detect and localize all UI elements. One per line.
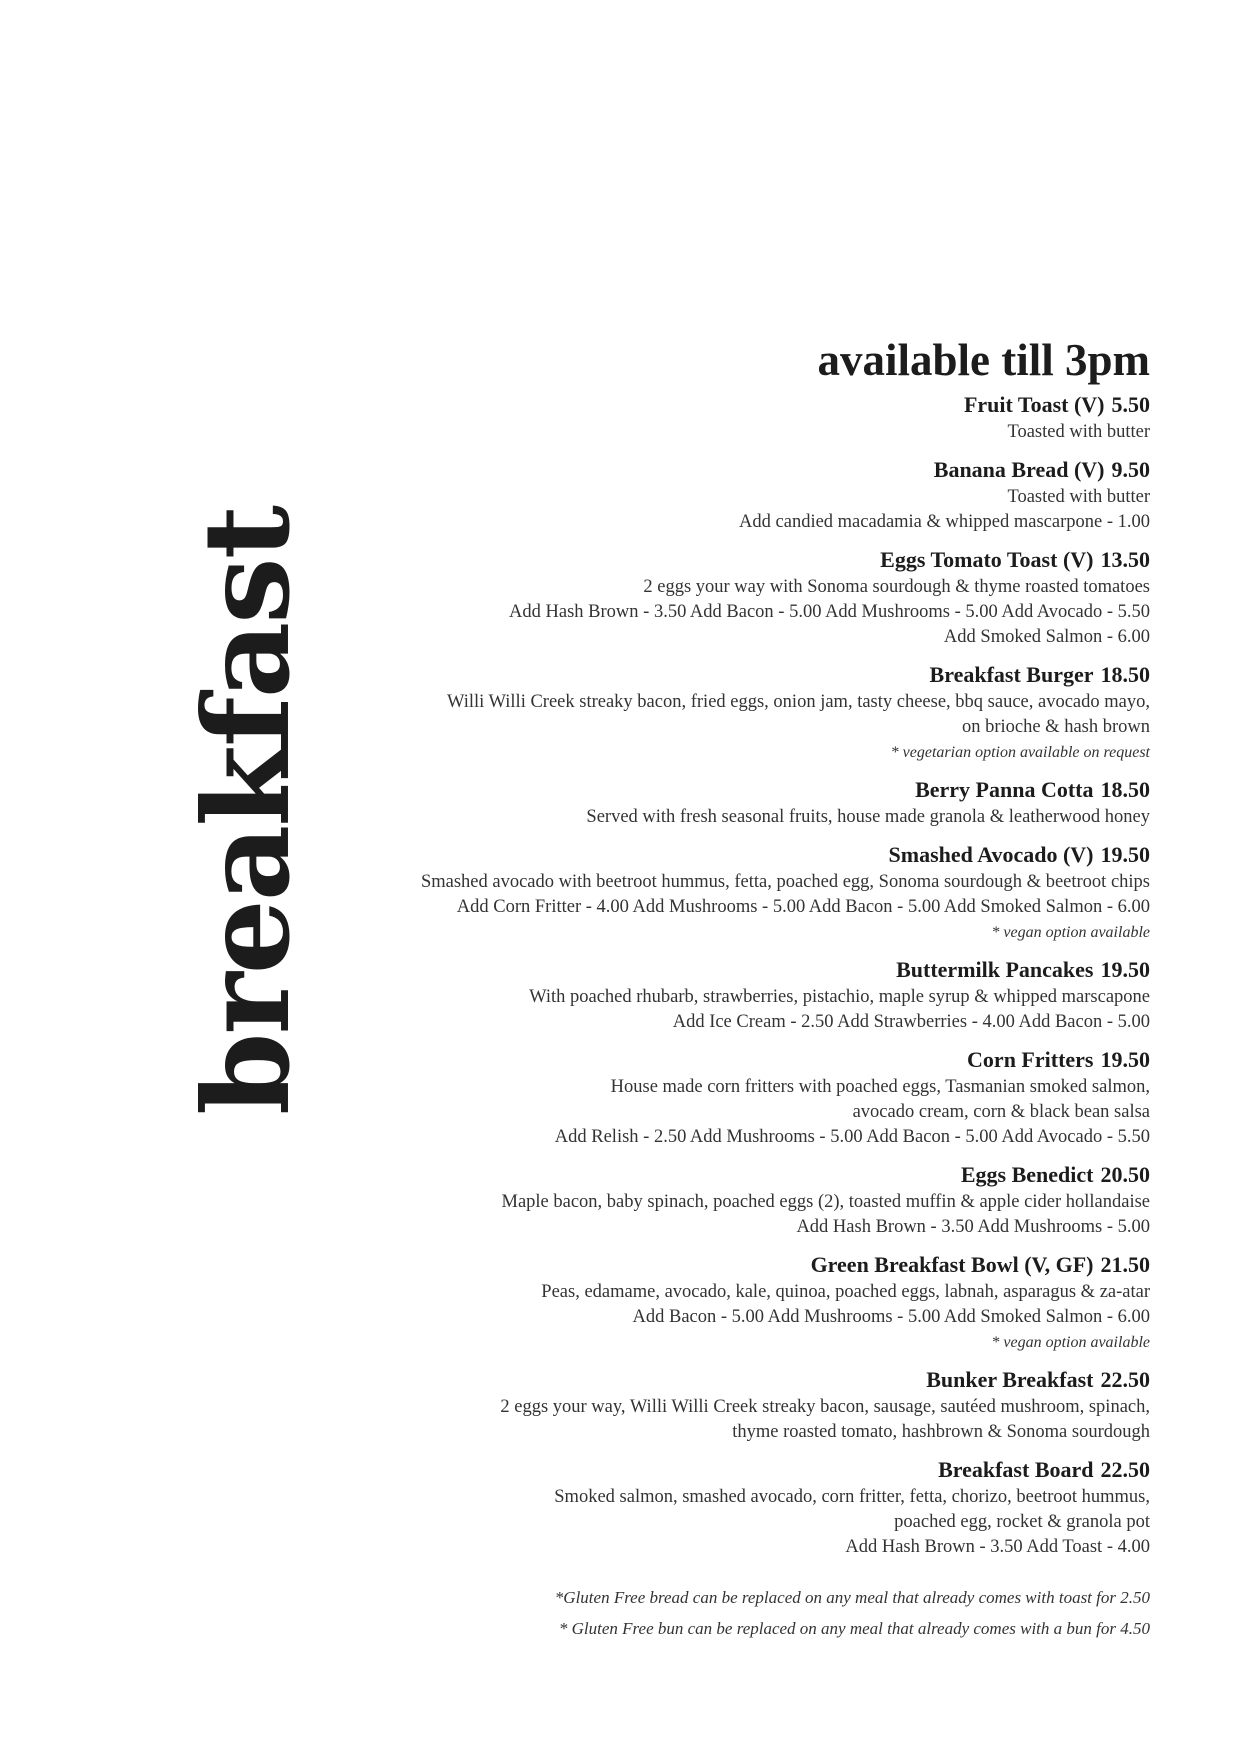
menu-item-name: Eggs Benedict [960, 1162, 1094, 1187]
menu-item [270, 1365, 1150, 1445]
menu-item-title [270, 1160, 1150, 1190]
footnote-gluten-free-bun: * Gluten Free bun can be replaced on any meal that already comes with a bun for 4.50 [558, 1619, 1150, 1638]
menu-item-title [270, 1250, 1150, 1280]
menu-item-price: 19.50 [1100, 842, 1150, 867]
menu-item-description: poached egg, rocket & granola pot [894, 1512, 1150, 1532]
menu-item-title [270, 1365, 1150, 1395]
menu-item-title [270, 455, 1150, 485]
menu-item-description: Add Hash Brown - 3.50 Add Toast - 4.00 [845, 1537, 1150, 1557]
menu-item-name: Breakfast Burger [929, 662, 1094, 687]
menu-item-name: Banana Bread (V) [933, 457, 1105, 482]
menu-item-title [270, 955, 1150, 985]
menu-item-description: Add Bacon - 5.00 Add Mushrooms - 5.00 Add Smoked Salmon - 6.00 [632, 1307, 1150, 1327]
menu-item-price: 22.50 [1100, 1457, 1150, 1482]
menu-item-description: Add Corn Fritter - 4.00 Add Mushrooms - 5.00 Add Bacon - 5.00 Add Smoked Salmon - 6.00 [456, 897, 1150, 917]
menu-item [270, 1160, 1150, 1240]
menu-item-description: Add Hash Brown - 3.50 Add Mushrooms - 5.00 [796, 1217, 1150, 1237]
menu-item-description: Peas, edamame, avocado, kale, quinoa, poached eggs, labnah, asparagus & za-atar [541, 1282, 1150, 1302]
menu-item-name: Breakfast Board [938, 1457, 1094, 1482]
menu-items [270, 390, 1150, 1560]
menu-item [270, 545, 1150, 650]
menu-item-description: Add Hash Brown - 3.50 Add Bacon - 5.00 Add Mushrooms - 5.00 Add Avocado - 5.50 [509, 602, 1150, 622]
menu-item-title [270, 1455, 1150, 1485]
menu-item-description: Maple bacon, baby spinach, poached eggs (2), toasted muffin & apple cider hollandaise [501, 1192, 1150, 1212]
menu-item-price: 20.50 [1100, 1162, 1150, 1187]
footnotes [270, 1582, 1150, 1644]
menu-item-title [270, 545, 1150, 575]
menu-item-description: Add Relish - 2.50 Add Mushrooms - 5.00 Add Bacon - 5.00 Add Avocado - 5.50 [554, 1127, 1150, 1147]
menu-item-title [270, 390, 1150, 420]
menu-item [270, 1250, 1150, 1355]
menu-item-description: Add Ice Cream - 2.50 Add Strawberries - 4.00 Add Bacon - 5.00 [672, 1012, 1150, 1032]
menu-item-description: Add Smoked Salmon - 6.00 [943, 627, 1150, 647]
menu-item-price: 5.50 [1111, 392, 1150, 417]
menu-item-name: Corn Fritters [967, 1047, 1094, 1072]
menu-item-price: 22.50 [1100, 1367, 1150, 1392]
menu-item-description: on brioche & hash brown [961, 717, 1150, 737]
menu-item-name: Fruit Toast (V) [963, 392, 1105, 417]
menu-item [270, 1045, 1150, 1150]
menu-item [270, 1455, 1150, 1560]
menu-item [270, 660, 1150, 765]
menu-item-description: Smoked salmon, smashed avocado, corn fritter, fetta, chorizo, beetroot hummus, [554, 1487, 1150, 1507]
menu-item-description: 2 eggs your way with Sonoma sourdough & thyme roasted tomatoes [643, 577, 1150, 597]
menu-item-name: Buttermilk Pancakes [896, 957, 1094, 982]
menu-item-name: Bunker Breakfast [926, 1367, 1094, 1392]
menu-item-price: 9.50 [1111, 457, 1150, 482]
menu-item-note: * vegan option available [991, 924, 1150, 941]
menu-item-title [270, 1045, 1150, 1075]
menu-item-title [270, 775, 1150, 805]
menu-item-title [270, 840, 1150, 870]
menu-item-name: Eggs Tomato Toast (V) [880, 547, 1094, 572]
menu-item-description: Willi Willi Creek streaky bacon, fried eggs, onion jam, tasty cheese, bbq sauce, avocado mayo, [446, 692, 1150, 712]
menu-item-description: Add candied macadamia & whipped mascarpone - 1.00 [739, 512, 1150, 532]
menu-item-description: Toasted with butter [1007, 422, 1150, 442]
menu-item-price: 19.50 [1100, 957, 1150, 982]
menu-item-note: * vegan option available [991, 1334, 1150, 1351]
menu-item [270, 455, 1150, 535]
menu-item [270, 775, 1150, 830]
menu-item-price: 21.50 [1100, 1252, 1150, 1277]
menu-item-description: Smashed avocado with beetroot hummus, fetta, poached egg, Sonoma sourdough & beetroot chips [420, 872, 1150, 892]
menu-item-description: 2 eggs your way, Willi Willi Creek streaky bacon, sausage, sautéed mushroom, spinach, [500, 1397, 1150, 1417]
menu-item-title [270, 660, 1150, 690]
menu-list [270, 336, 1150, 1644]
side-title-breakfast: breakfast [177, 506, 316, 1115]
menu-item-note: * vegetarian option available on request [890, 744, 1150, 761]
menu-item [270, 840, 1150, 945]
menu-item [270, 955, 1150, 1035]
menu-item-price: 13.50 [1100, 547, 1150, 572]
menu-item-description: Toasted with butter [1007, 487, 1150, 507]
footnote-gluten-free-bread: *Gluten Free bread can be replaced on any meal that already comes with toast for 2.50 [554, 1588, 1150, 1607]
menu-item-price: 19.50 [1100, 1047, 1150, 1072]
menu-item-description: avocado cream, corn & black bean salsa [852, 1102, 1150, 1122]
menu-item-description: House made corn fritters with poached eggs, Tasmanian smoked salmon, [610, 1077, 1150, 1097]
menu-item-name: Green Breakfast Bowl (V, GF) [810, 1252, 1094, 1277]
menu-item [270, 390, 1150, 445]
menu-item-name: Smashed Avocado (V) [888, 842, 1094, 867]
menu-item-description: Served with fresh seasonal fruits, house made granola & leatherwood honey [586, 807, 1150, 827]
menu-item-description: With poached rhubarb, strawberries, pistachio, maple syrup & whipped marscapone [529, 987, 1150, 1007]
menu-item-description: thyme roasted tomato, hashbrown & Sonoma sourdough [732, 1422, 1150, 1442]
menu-item-price: 18.50 [1100, 662, 1150, 687]
menu-item-price: 18.50 [1100, 777, 1150, 802]
menu-item-name: Berry Panna Cotta [915, 777, 1094, 802]
menu-heading: available till 3pm [817, 335, 1150, 385]
